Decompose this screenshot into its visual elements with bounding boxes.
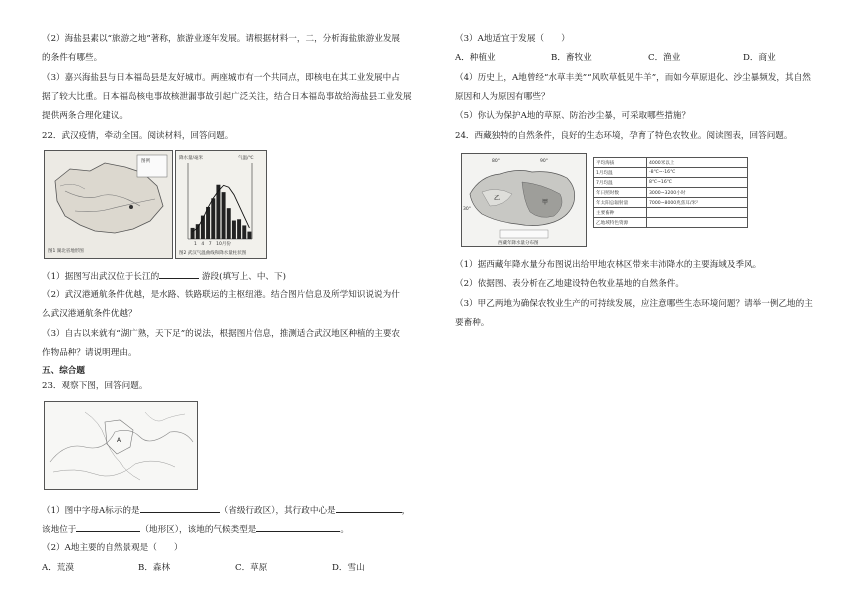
- q22-1-text-a: （1）据图写出武汉位于长江的: [42, 272, 160, 282]
- q23-1-text-b: （省级行政区），其行政中心是: [219, 506, 336, 516]
- precip-bar-12: [247, 232, 251, 239]
- chart-ylabel-left: 降水量/毫米: [179, 156, 204, 161]
- map-label-a: A: [117, 437, 122, 444]
- q22-3-line-1: （3）自古以来就有“湖广熟，天下足”的说法，根据图片信息，推测适合武汉地区种植的主要农: [42, 329, 401, 339]
- precip-bar-11: [242, 225, 246, 239]
- q24-title: 24．西藏独特的自然条件，良好的生态环境，孕育了特色农牧业。阅读图表，回答问题。: [455, 131, 793, 141]
- q24-2: （2）依据图、表分析在乙地建设特色牧业基地的自然条件。: [455, 279, 684, 289]
- q23-2-option-b[interactable]: B．森林: [138, 563, 171, 573]
- table-row-value: 4000米以上: [647, 158, 748, 168]
- table-row: [594, 208, 748, 218]
- precip-bar-10: [237, 219, 241, 239]
- section-5-heading: 五、综合题: [42, 366, 85, 376]
- q23-2: （2）A地主要的自然景观是（ ）: [42, 543, 183, 553]
- tibet-precip-map-svg: [462, 154, 586, 246]
- q23-2-option-c[interactable]: C．草原: [235, 563, 268, 573]
- tibet-lat-30: 30°: [463, 207, 471, 212]
- tibet-label-yi: 乙: [494, 195, 501, 202]
- table-row-value: 7000~8000兆焦耳/米²: [647, 198, 748, 208]
- q23-3-option-d[interactable]: D．商业: [743, 53, 776, 63]
- precip-bar-7: [222, 192, 226, 239]
- wuhan-climate-chart: [175, 150, 267, 259]
- q22-1-text-b: 游段(填写上、中、下): [201, 272, 286, 282]
- hubei-map-figure: [44, 150, 173, 259]
- table-row-label: 7月均温: [594, 178, 647, 188]
- q23-3-option-b[interactable]: B．畜牧业: [551, 53, 592, 63]
- table-row-label: 1月均温: [594, 168, 647, 178]
- precip-bar-8: [227, 208, 231, 239]
- q23-1-blank-province[interactable]: [140, 503, 220, 513]
- table-row: [594, 188, 748, 198]
- q23-1-text-d: 该地位于: [42, 525, 77, 535]
- chart-ylabel-right: 气温/℃: [238, 156, 254, 161]
- q23-3-option-a[interactable]: A．种植业: [455, 53, 496, 63]
- q23-title: 23．观察下图，回答问题。: [42, 381, 148, 391]
- q23-1-text-f: 。: [340, 525, 350, 535]
- q23-1-line-2: [42, 522, 349, 536]
- q22-1-answer-blank[interactable]: [159, 269, 199, 279]
- precip-bar-2: [196, 224, 200, 239]
- q21-2-line-2: 的条件有哪些。: [42, 53, 103, 63]
- hubei-map-caption: 图1 湖北省地形图: [48, 249, 84, 254]
- precip-bar-9: [232, 221, 236, 240]
- table-row: [594, 158, 748, 168]
- q23-5: （5）你认为保护A地的草原、防治沙尘暴，可采取哪些措施？: [455, 111, 691, 121]
- tibet-data-table: [593, 157, 748, 228]
- table-row-value: 3000~3200小时: [647, 188, 748, 198]
- q22-3-line-2: 作物品种？请说明理由。: [42, 348, 137, 358]
- q21-2-line-1: （2）海盐县素以“旅游之地”著称，旅游业逐年发展。请根据材料一，二，分析海盐旅游业发展: [42, 34, 401, 44]
- tibet-map-caption: 西藏年降水量分布图: [498, 241, 539, 246]
- tibet-label-jia: 甲: [542, 199, 549, 206]
- table-row: [594, 168, 748, 178]
- table-row: [594, 178, 748, 188]
- precip-bar-1: [191, 228, 195, 239]
- china-region-map: [44, 401, 198, 490]
- q23-4-line-1: （4）历史上，A地曾经“水草丰美”“风吹草低见牛羊”，而如今草原退化、沙尘暴频发，其自然: [455, 73, 811, 83]
- q22-title: 22．武汉疫情，牵动全国。阅读材料，回答问题。: [42, 131, 234, 141]
- q24-1: （1）据西藏年降水量分布图说出给甲地农林区带来丰沛降水的主要海域及季风。: [455, 260, 762, 270]
- china-region-map-svg: [45, 402, 197, 489]
- precip-bar-4: [206, 207, 210, 239]
- table-row-value: 8℃~16℃: [647, 178, 748, 188]
- tibet-lon-90: 90°: [540, 159, 548, 164]
- q23-4-line-2: 原因和人为原因有哪些？: [455, 92, 550, 102]
- q23-3-option-c[interactable]: C．渔业: [648, 53, 681, 63]
- q23-1-text-c: ，: [401, 506, 411, 516]
- q23-1-text-e: （地形区），该地的气候类型是: [140, 525, 257, 535]
- q23-1-blank-terrain[interactable]: [76, 522, 140, 532]
- q22-1: [42, 269, 286, 283]
- q23-3: （3）A地适宜于发展（ ）: [455, 34, 570, 44]
- hubei-map-legend: 图例: [141, 159, 150, 164]
- table-row-value: -8℃~-16℃: [647, 168, 748, 178]
- q24-3-line-2: 要畜种。: [455, 318, 490, 328]
- q21-3-line-2: 据了较大比重。日本福岛核电事故核泄漏事故引起广泛关注，结合日本福岛事故给海盐县工业发展: [42, 92, 412, 102]
- q22-2-line-1: （2）武汉港通航条件优越，是水路、铁路联运的主枢纽港。结合图片信息及所学知识说说为什: [42, 290, 400, 300]
- q21-3-line-3: 提供两条合理化建议。: [42, 111, 128, 121]
- table-row: [594, 218, 748, 228]
- table-row-label: 主要畜种: [594, 208, 647, 218]
- q23-2-option-d[interactable]: D．雪山: [332, 563, 365, 573]
- table-row: [594, 198, 748, 208]
- q24-3-line-1: （3）甲乙两地为确保农牧业生产的可持续发展，应注意哪些生态环境问题？请举一例乙地的主: [455, 299, 813, 309]
- climate-chart-caption: 图2 武汉气温曲线和降水量柱状图: [179, 251, 247, 256]
- q21-3-line-1: （3）嘉兴海盐县与日本福岛县是友好城市。两座城市有一个共同点，即核电在其工业发展中占: [42, 73, 400, 83]
- tibet-lon-80: 80°: [492, 159, 500, 164]
- q23-1-line-1: [42, 503, 410, 517]
- q23-1-text-a: （1）图中字母A标示的是: [42, 506, 140, 516]
- table-row-label: 年日照时数: [594, 188, 647, 198]
- table-row-label: 年太阳总辐射量: [594, 198, 647, 208]
- table-row-label: 平均海拔: [594, 158, 647, 168]
- precip-bar-5: [211, 198, 215, 239]
- wuhan-climate-svg: [176, 151, 266, 258]
- q23-1-blank-capital[interactable]: [336, 503, 402, 513]
- tibet-precip-map: [461, 153, 587, 247]
- table-row-label: 乙地域特色资源: [594, 218, 647, 228]
- chart-xticks: 1 4 7 10月份: [194, 242, 231, 247]
- table-row-value: [647, 208, 748, 218]
- q23-2-option-a[interactable]: A．荒漠: [42, 563, 74, 573]
- q22-2-line-2: 么武汉港通航条件优越？: [42, 309, 137, 319]
- q23-1-blank-climate[interactable]: [256, 522, 340, 532]
- table-row-value: [647, 218, 748, 228]
- hubei-map-svg: [45, 151, 172, 258]
